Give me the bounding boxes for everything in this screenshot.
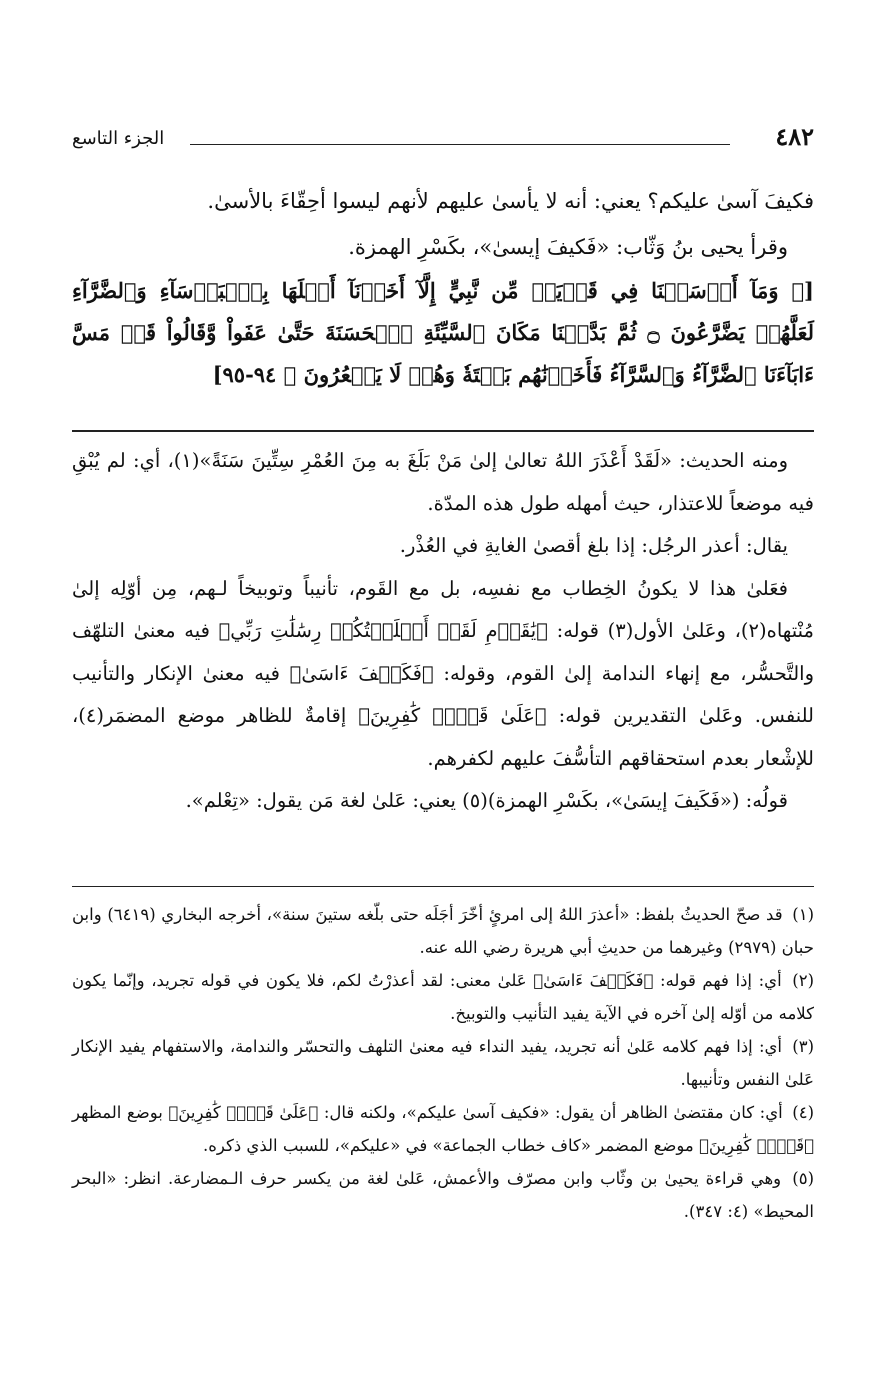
footnote-text: أي: إذا فهم كلامه عَلىٰ أنه تجريد، يفيد النداء فيه معنىٰ التلهف والتحسّر والندامة، والاستفهام يفيد الإنكار عَلىٰ النفس وتأنيبها. (72, 1037, 814, 1089)
commentary-text (72, 440, 814, 823)
commentary-paragraph-1: ومنه الحديث: «لَقَدْ أَعْذَرَ اللهُ تعالىٰ إلىٰ مَنْ بَلَغَ به مِنَ العُمْرِ سِتِّينَ سَنَةً»(١)، أي: لم يُبْقِ فيه موضعاً للاعتذار، حيث أمهله طول هذه المدّة. (72, 449, 814, 515)
footnote-number: (٥) (792, 1169, 815, 1188)
main-paragraph-1: فكيفَ آسىٰ عليكم؟ يعني: أنه لا يأسىٰ عليهم لأنهم ليسوا أحِقّاءَ بالأسىٰ. (207, 189, 814, 213)
footnote (72, 1030, 814, 1096)
footnote-text: وهي قراءة يحيىٰ بن وثّاب وابن مصرّف والأعمش، عَلىٰ لغة من يكسر حرف الـمضارعة. انظر: «البحر المحيط» (٤: ٣٤٧). (72, 1169, 814, 1221)
section-divider (72, 430, 814, 432)
footnote (72, 1096, 814, 1162)
header-rule (190, 144, 730, 145)
page-number: ٤٨٢ (775, 122, 814, 151)
commentary-paragraph-4: قولُه: («فَكَيفَ إيسَىٰ»، بكَسْرِ الهمزة)(٥) يعني: عَلىٰ لغة مَن يقول: «تِعْلم». (185, 789, 788, 812)
footnote-number: (٢) (792, 971, 814, 990)
footnote-text: قد صحّ الحديثُ بلفظ: «أعذرَ اللهُ إلى امرئٍ أخّرَ أجَلَه حتى بلّغه ستينَ سنة»، أخرجه البخاري (٦٤١٩) وابن حبان (٢٩٧٩) وغيرهما من حديثِ أبي هريرة رضي الله عنه. (72, 905, 814, 957)
footnote-divider (72, 886, 814, 887)
footnote-number: (٣) (792, 1037, 814, 1056)
commentary-paragraph-2: يقال: أعذر الرجُل: إذا بلغ أقصىٰ الغايةِ في العُذْر. (399, 534, 788, 557)
footnote (72, 964, 814, 1030)
footnotes (72, 898, 814, 1228)
main-text (72, 178, 814, 396)
footnote (72, 898, 814, 964)
commentary-paragraph-3: فعَلىٰ هذا لا يكونُ الخِطاب مع نفسِه، بل مع القَوم، تأنيباً وتوبيخاً لـهم، مِن أوّلِه إلىٰ مُنْتهاه(٢)، وعَلىٰ الأول(٣) قوله: ﴿يَٰقَوۡمِ لَقَدۡ أَبۡلَغۡتُكُمۡ رِسَٰلَٰتِ رَبِّي﴾ فيه معنىٰ التلهّف والتَّحسُّر، مع إنهاء الندامة إلىٰ القوم، وقوله: ﴿فَكَيۡفَ ءَاسَىٰ﴾ فيه معنىٰ الإنكار والتأنيب للنفس. وعَلىٰ التقديرين قوله: ﴿عَلَىٰ قَوۡمٖ كَٰفِرِينَ﴾ إقامةٌ للظاهر موضع المضمَر(٤)، للإشْعار بعدم استحقاقهم التأسُّفَ عليهم لكفرهم. (72, 576, 814, 770)
page-header (72, 120, 814, 160)
footnote-number: (٤) (792, 1103, 814, 1122)
quran-verse: [﴿ وَمَآ أَرۡسَلۡنَا فِي قَرۡيَةٖ مِّن نَّبِيٍّ إِلَّآ أَخَذۡنَآ أَهۡلَهَا بِٱلۡبَأۡسَآءِ وَٱلضَّرَّآءِ لَعَلَّهُمۡ يَضَّرَّعُونَ ۝ ثُمَّ بَدَّلۡنَا مَكَانَ ٱلسَّيِّئَةِ ٱلۡحَسَنَةَ حَتَّىٰ عَفَواْ وَّقَالُواْ قَدۡ مَسَّ ءَابَآءَنَا ٱلضَّرَّآءُ وَٱلسَّرَّآءُ فَأَخَذۡنَٰهُم بَغۡتَةٗ وَهُمۡ لَا يَشۡعُرُونَ ﴾ ٩٤-٩٥] (72, 278, 814, 387)
part-title: الجزء التاسع (72, 128, 165, 149)
footnote (72, 1162, 814, 1228)
footnote-number: (١) (792, 905, 814, 924)
footnote-text: أي: كان مقتضىٰ الظاهر أن يقول: «فكيف آسىٰ عليكم»، ولكنه قال: ﴿عَلَىٰ قَوۡمٖ كَٰفِرِينَ﴾ بوضع المظهر ﴿قَوۡمٖ كَٰفِرِينَ﴾ موضع المضمر «كاف خطاب الجماعة» في «عليكم»، للسبب الذي ذكره. (72, 1103, 814, 1155)
main-paragraph-2: وقرأ يحيى بنُ وَثّاب: «فَكيفَ إيسىٰ»، بكَسْرِ الهمزة. (348, 235, 788, 259)
footnote-text: أي: إذا فهم قوله: ﴿فَكَيۡفَ ءَاسَىٰ﴾ عَلىٰ معنى: لقد أعذرْتُ لكم، فلا يكون في قوله تجريد، وإنّما يكون كلامه من أوّله إلىٰ آخره في الآية يفيد التأنيب والتوبيخ. (72, 971, 814, 1023)
